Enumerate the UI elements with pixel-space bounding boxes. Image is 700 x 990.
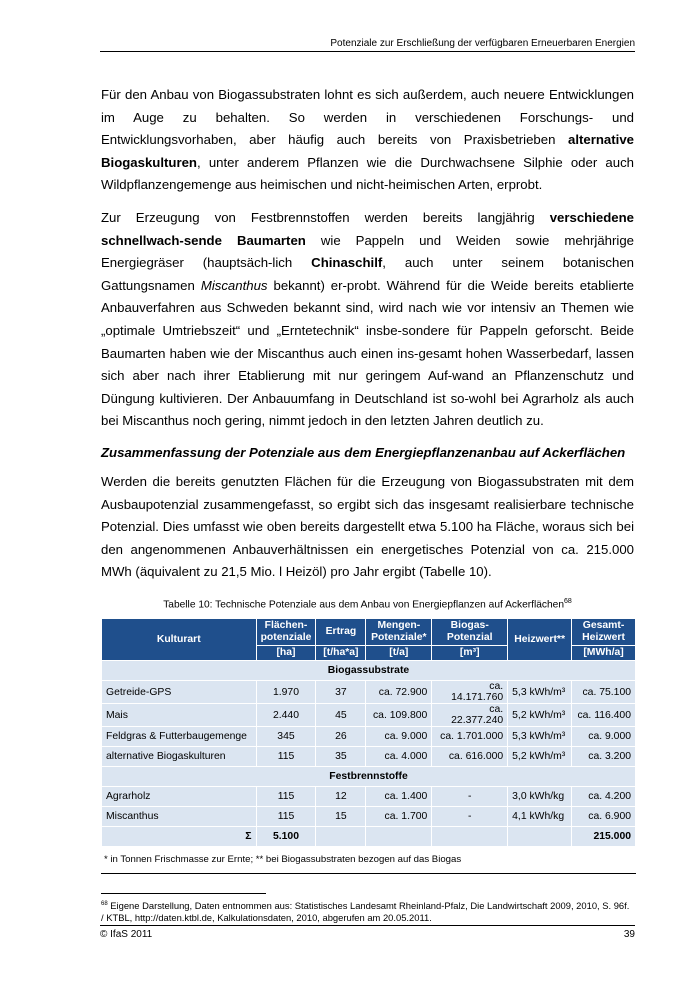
cell-menge: ca. 4.000	[366, 747, 432, 767]
cell-menge: ca. 109.800	[366, 704, 432, 727]
table-row	[102, 747, 636, 767]
section-row	[102, 767, 636, 787]
cell-gesamt: ca. 4.200	[572, 787, 636, 807]
potential-table	[101, 618, 636, 874]
empty-cell	[316, 827, 366, 847]
col-mengen: Mengen-Potenziale*	[366, 619, 432, 646]
table-row	[102, 704, 636, 727]
cell-name: Miscanthus	[102, 807, 257, 827]
paragraph-solid-fuels	[101, 207, 634, 433]
table-header-row	[102, 619, 636, 646]
text-run: Zur Erzeugung von Festbrennstoffen werden bereits langjährig	[101, 209, 550, 225]
running-header: Potenziale zur Erschließung der verfügbaren Erneuerbaren Energien	[100, 38, 635, 52]
cell-ha: 345	[256, 727, 316, 747]
col-kulturart: Kulturart	[102, 619, 257, 661]
cell-ertrag: 35	[316, 747, 366, 767]
cell-heizwert: 5,3 kWh/m³	[508, 681, 572, 704]
unit-flaeche: [ha]	[256, 646, 316, 661]
cell-ertrag: 26	[316, 727, 366, 747]
cell-ertrag: 12	[316, 787, 366, 807]
col-biogas: Biogas-Potenzial	[432, 619, 508, 646]
section-row	[102, 661, 636, 681]
section-label: Festbrennstoffe	[102, 767, 636, 787]
cell-heizwert: 5,2 kWh/m³	[508, 747, 572, 767]
table-row	[102, 727, 636, 747]
cell-heizwert: 3,0 kWh/kg	[508, 787, 572, 807]
cell-gesamt: ca. 116.400	[572, 704, 636, 727]
cell-heizwert: 5,3 kWh/m³	[508, 727, 572, 747]
cell-biogas: ca. 22.377.240	[432, 704, 508, 727]
table-note: * in Tonnen Frischmasse zur Ernte; ** bei Biogassubstraten bezogen auf das Biogas	[102, 847, 636, 874]
emphasis-text: alternative Biogaskulturen	[101, 132, 634, 170]
text-run: bekannt) er-probt. Während für die Weide bereits etablierte Anbauverfahren aus Schweden bekannt sind, wird nach wie vor intensiv an Themen wie „optimale Umtriebszeit“ und „Erntetechnik“ insbe-sondere für Pappeln geforscht. Beide Baumarten haben wie der Miscanthus auch einen ins-gesamt hohen Wasserbedarf, lassen sich aber nach ihrer Etablierung mit nur geringem Auf-wand an Pflanzenschutz und Düngung kultivieren. Der Anbauumfang in Deutschland ist so-wohl bei Agrarholz als auch bei Miscanthus noch gering, nimmt jedoch in den letzten Jahren deutlich zu.	[101, 277, 634, 429]
unit-mengen: [t/a]	[366, 646, 432, 661]
empty-cell	[432, 827, 508, 847]
cell-ha: 1.970	[256, 681, 316, 704]
cell-biogas: -	[432, 807, 508, 827]
cell-ha: 2.440	[256, 704, 316, 727]
cell-ha: 115	[256, 787, 316, 807]
cell-name: Agrarholz	[102, 787, 257, 807]
sum-row	[102, 827, 636, 847]
table-caption	[101, 598, 634, 610]
table-row	[102, 681, 636, 704]
italic-text: Miscanthus	[200, 277, 268, 293]
cell-gesamt: ca. 6.900	[572, 807, 636, 827]
cell-biogas: -	[432, 787, 508, 807]
cell-gesamt: ca. 9.000	[572, 727, 636, 747]
cell-gesamt: ca. 75.100	[572, 681, 636, 704]
footnote-text: Eigene Darstellung, Daten entnommen aus: Statistisches Landesamt Rheinland-Pfalz, Die Landwirtschaft 2009, 2010, S. 96f. / KTBL, http://daten.ktbl.de, Kalkulationsdaten, 2010, abgerufen am 20.05.2011.	[101, 900, 630, 924]
col-ertrag: Ertrag	[316, 619, 366, 646]
cell-ha: 115	[256, 747, 316, 767]
col-flaeche: Flächen-potenziale	[256, 619, 316, 646]
cell-menge: ca. 9.000	[366, 727, 432, 747]
cell-ertrag: 37	[316, 681, 366, 704]
cell-biogas: ca. 14.171.760	[432, 681, 508, 704]
emphasis-text: verschiedene schnellwach-sende Baumarten	[101, 209, 634, 248]
cell-ha: 115	[256, 807, 316, 827]
page-footer	[100, 925, 635, 940]
unit-gesamt: [MWh/a]	[572, 646, 636, 661]
section-subheading: Zusammenfassung der Potenziale aus dem Energiepflanzenanbau auf Ackerflächen	[101, 444, 626, 460]
footnote-ref: 68	[564, 597, 572, 605]
text-run: , auch unter seinem botanischen Gattungsnamen	[101, 255, 635, 293]
cell-ertrag: 15	[316, 807, 366, 827]
table-row	[102, 807, 636, 827]
cell-menge: ca. 72.900	[366, 681, 432, 704]
page-number: 39	[623, 929, 635, 940]
emphasis-text: Chinaschilf	[311, 255, 383, 271]
main-content	[101, 84, 634, 874]
paragraph-summary: Werden die bereits genutzten Flächen für die Erzeugung von Biogassubstraten mit dem Ausbaupotenzial zusammengefasst, so ergibt sich das insgesamt realisierbare technische Potenzial. Dies umfasst wie oben bereits dargestellt etwa 5.100 ha Fläche, woraus sich bei den angenommenen Anbauverhältnissen ein energetisches Potenzial von ca. 215.000 MWh (äquivalent zu 21,5 Mio. l Heizöl) pro Jahr ergibt (Tabelle 10).	[101, 473, 634, 580]
col-gesamt: Gesamt-Heizwert	[572, 619, 636, 646]
cell-name: alternative Biogaskulturen	[102, 747, 257, 767]
cell-name: Feldgras & Futterbaugemenge	[102, 727, 257, 747]
text-run: Für den Anbau von Biogassubstraten lohnt es sich außerdem, auch neuere Entwicklungen im Auge zu behalten. So werden in verschiedenen Forschungs- und Entwicklungsvorhaben, aber häufig auch bereits von Praxisbetrieben	[101, 87, 634, 148]
footnote-number: 68	[101, 901, 108, 907]
unit-ertrag: [t/ha*a]	[316, 646, 366, 661]
sum-gesamt: 215.000	[572, 827, 636, 847]
cell-biogas: ca. 616.000	[432, 747, 508, 767]
cell-name: Mais	[102, 704, 257, 727]
section-label: Biogassubstrate	[102, 661, 636, 681]
cell-gesamt: ca. 3.200	[572, 747, 636, 767]
copyright: © IfaS 2011	[100, 929, 153, 940]
cell-ertrag: 45	[316, 704, 366, 727]
unit-biogas: [m³]	[432, 646, 508, 661]
empty-cell	[366, 827, 432, 847]
cell-menge: ca. 1.400	[366, 787, 432, 807]
table-note-row	[102, 847, 636, 874]
col-heizwert: Heizwert**	[508, 619, 572, 661]
cell-heizwert: 5,2 kWh/m³	[508, 704, 572, 727]
text-run: wie Pappeln und Weiden sowie mehrjährige Energiegräser (hauptsäch-lich	[101, 232, 634, 271]
caption-text: Tabelle 10: Technische Potenziale aus dem Anbau von Energiepflanzen auf Ackerflächen	[163, 599, 564, 611]
table-row	[102, 787, 636, 807]
sum-ha: 5.100	[256, 827, 316, 847]
cell-heizwert: 4,1 kWh/kg	[508, 807, 572, 827]
cell-name: Getreide-GPS	[102, 681, 257, 704]
paragraph-biogas-cultures	[101, 84, 634, 197]
sum-symbol: Σ	[102, 827, 257, 847]
text-run: , unter anderem Pflanzen wie die Durchwachsene Silphie oder auch Wildpflanzengemenge aus heimischen und nicht-heimischen Arten, erprobt.	[101, 154, 634, 193]
footnote-divider	[101, 893, 266, 894]
cell-menge: ca. 1.700	[366, 807, 432, 827]
empty-cell	[508, 827, 572, 847]
footnote	[101, 898, 634, 924]
cell-biogas: ca. 1.701.000	[432, 727, 508, 747]
